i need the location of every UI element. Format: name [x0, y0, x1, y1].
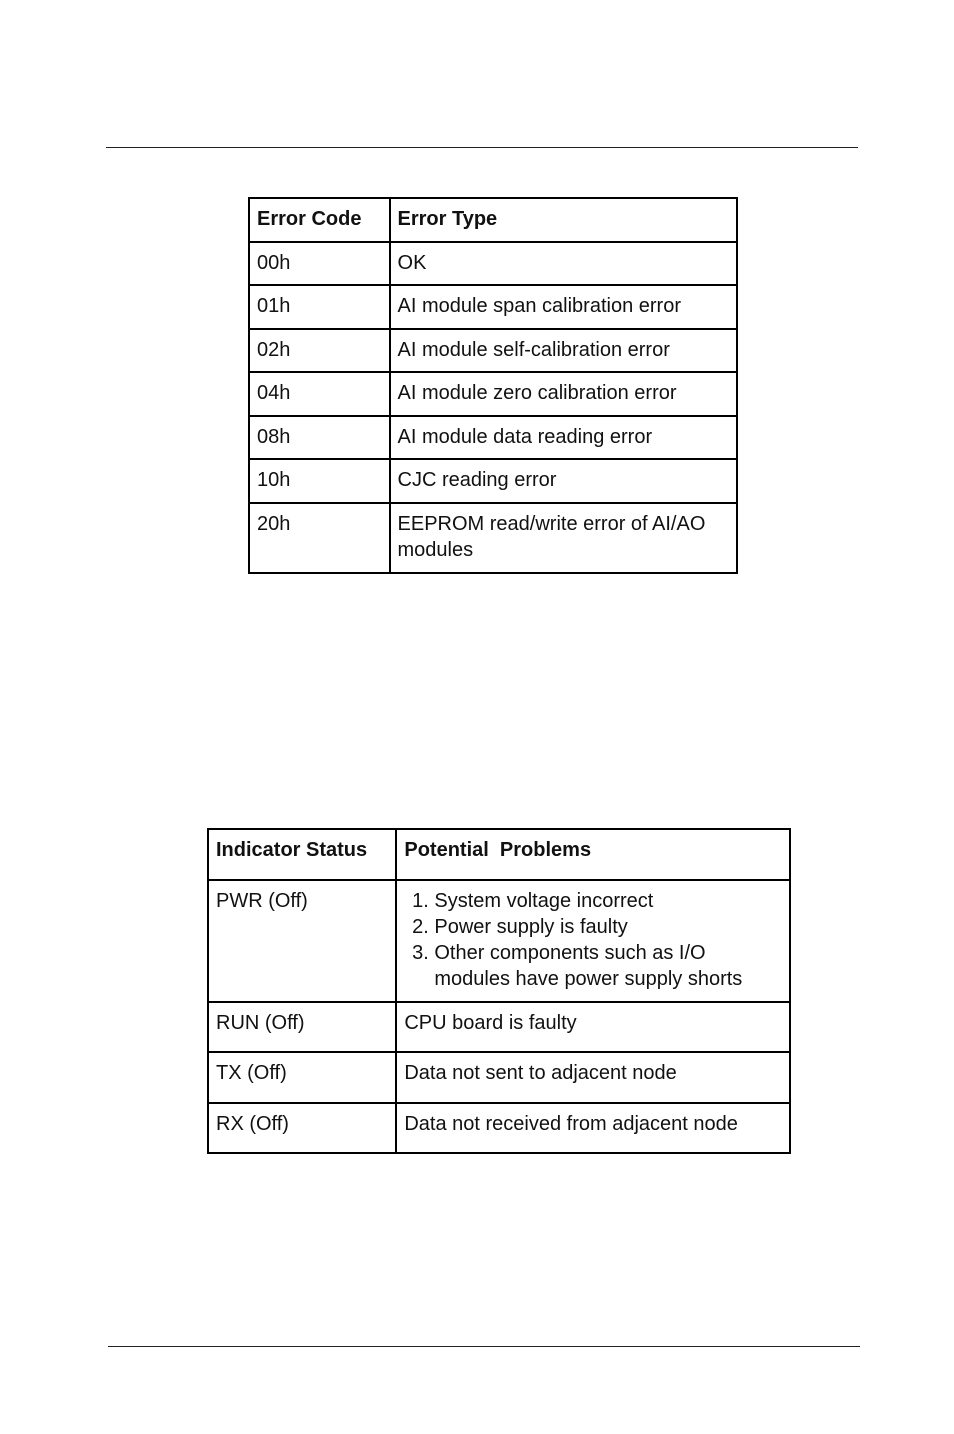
- table-row: [208, 1002, 790, 1053]
- indicator-status-cell: RX (Off): [208, 1103, 396, 1154]
- table-row: [249, 503, 737, 573]
- table-row: [249, 459, 737, 503]
- potential-problems-cell: Data not received from adjacent node: [396, 1103, 790, 1154]
- column-header-error-code: Error Code: [249, 198, 390, 242]
- problems-list: [404, 888, 783, 992]
- table-row: [208, 880, 790, 1002]
- error-code-cell: 10h: [249, 459, 390, 503]
- potential-problems-cell: CPU board is faulty: [396, 1002, 790, 1053]
- header-rule: [106, 147, 858, 148]
- table-row: [249, 329, 737, 373]
- list-item: 1. System voltage incorrect: [434, 888, 783, 914]
- indicator-status-cell: RUN (Off): [208, 1002, 396, 1053]
- error-code-table: [248, 197, 738, 574]
- footer-rule: [108, 1346, 860, 1347]
- error-type-cell: AI module span calibration error: [390, 285, 737, 329]
- table-row: [208, 1103, 790, 1154]
- error-type-cell: AI module self-calibration error: [390, 329, 737, 373]
- indicator-status-cell: TX (Off): [208, 1052, 396, 1103]
- error-code-cell: 20h: [249, 503, 390, 573]
- column-header-potential-problems: Potential Problems: [396, 829, 790, 880]
- list-item: 2. Power supply is faulty: [434, 914, 783, 940]
- table-row: [249, 372, 737, 416]
- table-row: [249, 416, 737, 460]
- error-code-cell: 01h: [249, 285, 390, 329]
- error-code-cell: 00h: [249, 242, 390, 286]
- table-header-row: [249, 198, 737, 242]
- error-code-cell: 04h: [249, 372, 390, 416]
- error-code-cell: 08h: [249, 416, 390, 460]
- error-type-cell: AI module data reading error: [390, 416, 737, 460]
- potential-problems-cell: [396, 880, 790, 1002]
- error-type-cell: OK: [390, 242, 737, 286]
- potential-problems-cell: Data not sent to adjacent node: [396, 1052, 790, 1103]
- error-type-cell: AI module zero calibration error: [390, 372, 737, 416]
- error-code-cell: 02h: [249, 329, 390, 373]
- error-type-cell: CJC reading error: [390, 459, 737, 503]
- table-header-row: [208, 829, 790, 880]
- table-row: [249, 242, 737, 286]
- table-row: [208, 1052, 790, 1103]
- table-row: [249, 285, 737, 329]
- list-item: 3. Other components such as I/O modules have power supply shorts: [434, 940, 783, 992]
- indicator-status-table: [207, 828, 791, 1154]
- error-type-cell: EEPROM read/write error of AI/AO modules: [390, 503, 737, 573]
- indicator-status-cell: PWR (Off): [208, 880, 396, 1002]
- column-header-error-type: Error Type: [390, 198, 737, 242]
- column-header-indicator-status: Indicator Status: [208, 829, 396, 880]
